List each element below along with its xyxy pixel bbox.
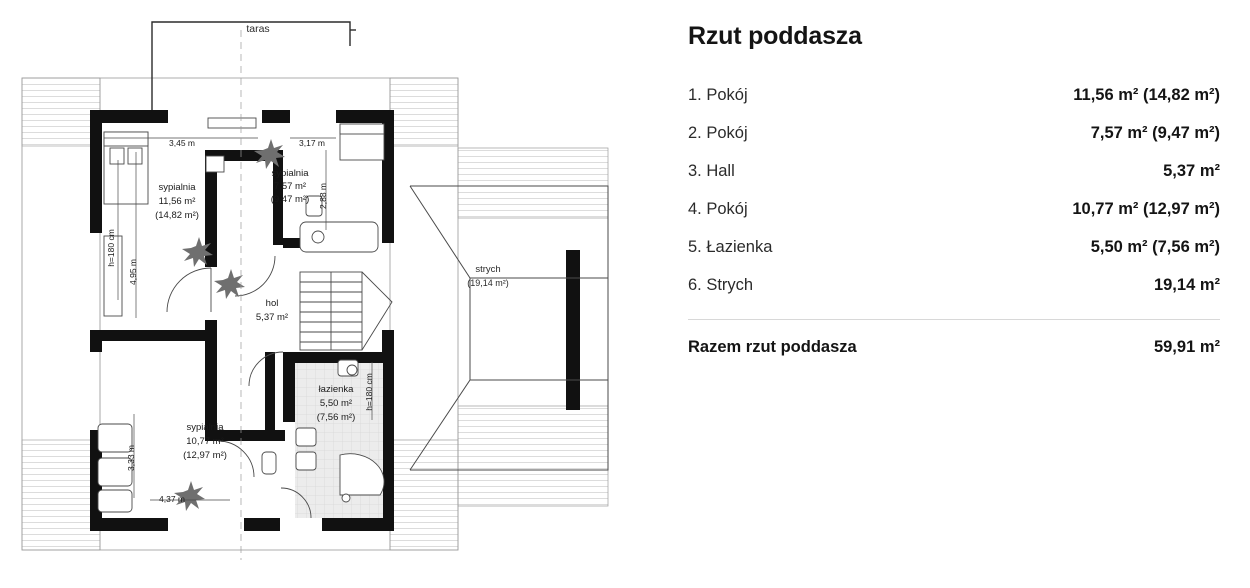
dim-bath-h: h=180 cm bbox=[364, 373, 374, 411]
room-4-area-alt: (12,97 m²) bbox=[183, 450, 227, 461]
dim-bottom: 4,37 m bbox=[159, 494, 185, 504]
list-item bbox=[688, 115, 1220, 153]
legend-label: 3. Hall bbox=[688, 162, 735, 180]
legend-label: 6. Strych bbox=[688, 276, 754, 294]
room-2-name: sypialnia bbox=[271, 168, 309, 179]
legend-value: 10,77 m² (12,97 m²) bbox=[1072, 200, 1220, 218]
attic-name: strych bbox=[475, 264, 501, 275]
legend-value: 19,14 m² bbox=[1153, 276, 1220, 294]
terrace-label: taras bbox=[246, 23, 270, 35]
room-4-area: 10,77 m² bbox=[186, 436, 224, 447]
roof-hatch-left bbox=[22, 78, 100, 550]
furniture-bed-2 bbox=[340, 124, 384, 160]
roof-hatch-right bbox=[390, 78, 458, 550]
room-legend-list bbox=[688, 77, 1220, 305]
legend-label: 2. Pokój bbox=[688, 124, 748, 142]
dim-left-h: h=180 cm bbox=[106, 229, 116, 267]
dim-right-upper: 2,88 m bbox=[318, 183, 328, 209]
list-item bbox=[688, 153, 1220, 191]
legend-total-value: 59,91 m² bbox=[1153, 338, 1220, 356]
room-1-area: 11,56 m² bbox=[158, 196, 196, 207]
list-item bbox=[688, 77, 1220, 115]
legend-value: 5,37 m² bbox=[1163, 162, 1220, 180]
furniture-desk-1 bbox=[206, 118, 256, 172]
room-labels bbox=[155, 168, 355, 461]
list-item bbox=[688, 267, 1220, 305]
room-3-area: 5,37 m² bbox=[255, 312, 289, 323]
room-4-name: sypialnia bbox=[186, 422, 224, 433]
page-title: Rzut poddasza bbox=[688, 22, 862, 50]
legend-total-label: Razem rzut poddasza bbox=[688, 338, 857, 356]
room-2-area-alt: (9,47 m²) bbox=[270, 194, 310, 205]
legend-value: 7,57 m² (9,47 m²) bbox=[1090, 124, 1220, 142]
dim-left-lower: 3,33 m bbox=[126, 445, 136, 471]
furniture-bath-upper bbox=[300, 196, 378, 252]
legend-label: 4. Pokój bbox=[688, 200, 748, 218]
legend-value: 5,50 m² (7,56 m²) bbox=[1090, 238, 1220, 256]
dim-top-left: 3,45 m bbox=[169, 138, 195, 148]
room-1-area-alt: (14,82 m²) bbox=[155, 210, 199, 221]
staircase bbox=[300, 272, 392, 350]
legend-label: 5. Łazienka bbox=[688, 238, 773, 256]
list-item bbox=[688, 191, 1220, 229]
dim-left-upper: 4,95 m bbox=[128, 259, 138, 285]
room-5-area-alt: (7,56 m²) bbox=[316, 412, 356, 423]
room-3-name: hol bbox=[265, 298, 279, 309]
dim-top-right: 3,17 m bbox=[299, 138, 325, 148]
room-5-area: 5,50 m² bbox=[319, 398, 353, 409]
legend-value: 11,56 m² (14,82 m²) bbox=[1073, 86, 1220, 104]
legend-panel bbox=[660, 0, 1250, 588]
room-1-name: sypialnia bbox=[158, 182, 196, 193]
legend-total-row bbox=[688, 320, 1220, 357]
attic-wall bbox=[566, 250, 580, 410]
terrace-outline bbox=[152, 22, 356, 112]
room-2-area: 7,57 m² bbox=[273, 181, 307, 192]
roof-hatch-attic bbox=[458, 148, 608, 506]
legend-label: 1. Pokój bbox=[688, 86, 748, 104]
room-5-name: łazienka bbox=[318, 384, 354, 395]
furniture-bed-1 bbox=[104, 132, 148, 204]
list-item bbox=[688, 229, 1220, 267]
attic-area: (19,14 m²) bbox=[467, 278, 509, 288]
